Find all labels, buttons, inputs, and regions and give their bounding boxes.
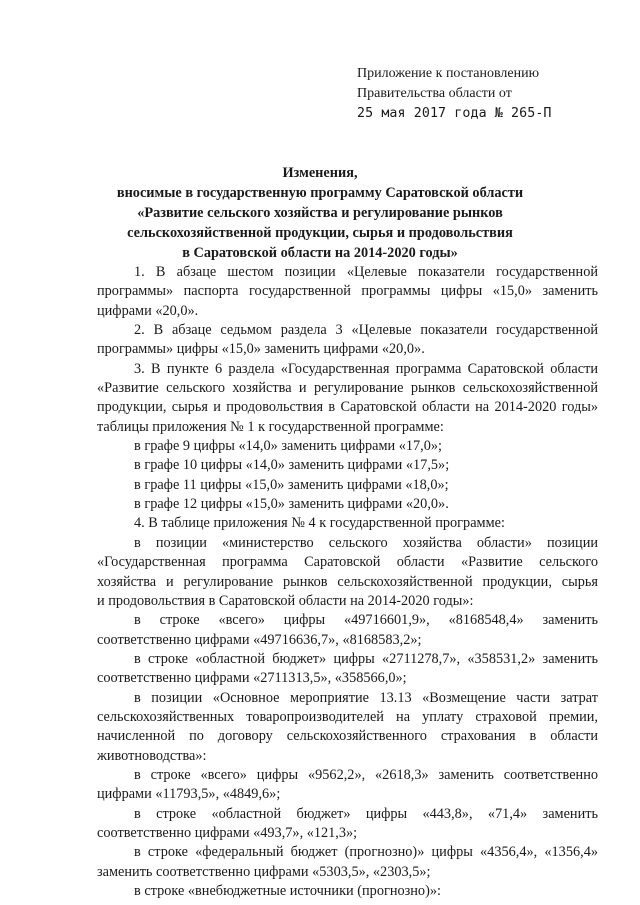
- body-line: начисленной по договору сельскохозяйственного страхования в области: [97, 728, 598, 745]
- body-line: в графе 11 цифры «15,0» заменить цифрами «18,0»;: [134, 476, 449, 493]
- body-line: животноводства»:: [97, 747, 207, 764]
- body-line: в графе 9 цифры «14,0» заменить цифрами «17,0»;: [134, 438, 443, 455]
- body-line: продукции, сырья и продовольствия в Саратовской области на 2014-2020 годы»: [97, 399, 598, 416]
- body-line: цифрами «20,0».: [97, 302, 199, 319]
- title-line-4: сельскохозяйственной продукции, сырья и продовольствия: [127, 225, 513, 241]
- body-line: в строке «всего» цифры «49716601,9», «8168548,4» заменить: [134, 612, 598, 629]
- body-line: соответственно цифрами «493,7», «121,3»;: [97, 824, 358, 841]
- title-line-1: Изменения,: [282, 165, 358, 181]
- body-line: 4. В таблице приложения № 4 к государственной программе:: [134, 515, 505, 532]
- document-body: [97, 263, 598, 901]
- body-line: в графе 12 цифры «15,0» заменить цифрами «20,0».: [134, 496, 449, 513]
- body-line: в позиции «министерство сельского хозяйства области» позиции: [134, 534, 598, 551]
- body-line: соответственно цифрами «49716636,7», «8168583,2»;: [97, 631, 422, 648]
- appendix-line-2: Правительства области от: [357, 86, 512, 101]
- appendix-line-1: Приложение к постановлению: [357, 66, 540, 81]
- body-line: в строке «областной бюджет» цифры «2711278,7», «358531,2» заменить: [134, 650, 598, 667]
- body-line: сельскохозяйственных товаропроизводителей на уплату страховой премии,: [97, 708, 598, 725]
- appendix-date-line: 25 мая 2017 года № 265-П: [357, 106, 552, 121]
- body-line: заменить соответственно цифрами «5303,5», «2303,5»;: [97, 863, 431, 880]
- document-title: [100, 163, 540, 263]
- title-line-2: вносимые в государственную программу Саратовской области: [116, 185, 524, 201]
- body-line: «Развитие сельского хозяйства и регулирование рынков сельскохозяйственной: [97, 380, 598, 397]
- body-line: в позиции «Основное мероприятие 13.13 «Возмещение части затрат: [134, 689, 598, 706]
- body-line: соответственно цифрами «2711313,5», «358566,0»;: [97, 670, 407, 687]
- body-line: 1. В абзаце шестом позиции «Целевые показатели государственной: [134, 264, 598, 280]
- body-line: «Государственная программа Саратовской области «Развитие сельского: [97, 554, 598, 571]
- title-line-3: «Развитие сельского хозяйства и регулирование рынков: [137, 205, 503, 221]
- title-line-5: в Саратовской области на 2014-2020 годы»: [182, 245, 458, 261]
- body-line: в строке «всего» цифры «9562,2», «2618,3» заменить соответственно: [134, 766, 598, 783]
- body-line: 2. В абзаце седьмом раздела 3 «Целевые показатели государственной: [134, 322, 598, 339]
- body-line: цифрами «11793,5», «4849,6»;: [97, 786, 281, 803]
- body-line: в строке «областной бюджет» цифры «443,8», «71,4» заменить: [134, 805, 598, 822]
- body-line: 3. В пункте 6 раздела «Государственная программа Саратовской области: [134, 360, 598, 377]
- body-line: в строке «внебюджетные источники (прогнозно)»:: [134, 883, 441, 899]
- body-line: программы» цифры «15,0» заменить цифрами «20,0».: [97, 341, 425, 358]
- body-line: таблицы приложения № 1 к государственной программе:: [97, 418, 444, 435]
- body-line: в графе 10 цифры «14,0» заменить цифрами «17,5»;: [134, 457, 450, 474]
- body-line: и продовольствия в Саратовской области на 2014-2020 годы»:: [97, 592, 474, 609]
- body-line: программы» паспорта государственной программы цифры «15,0» заменить: [97, 283, 598, 300]
- body-line: в строке «федеральный бюджет (прогнозно)» цифры «4356,4», «1356,4»: [134, 844, 598, 861]
- body-line: хозяйства и регулирование рынков сельскохозяйственной продукции, сырья: [97, 573, 598, 590]
- appendix-note: [357, 64, 627, 124]
